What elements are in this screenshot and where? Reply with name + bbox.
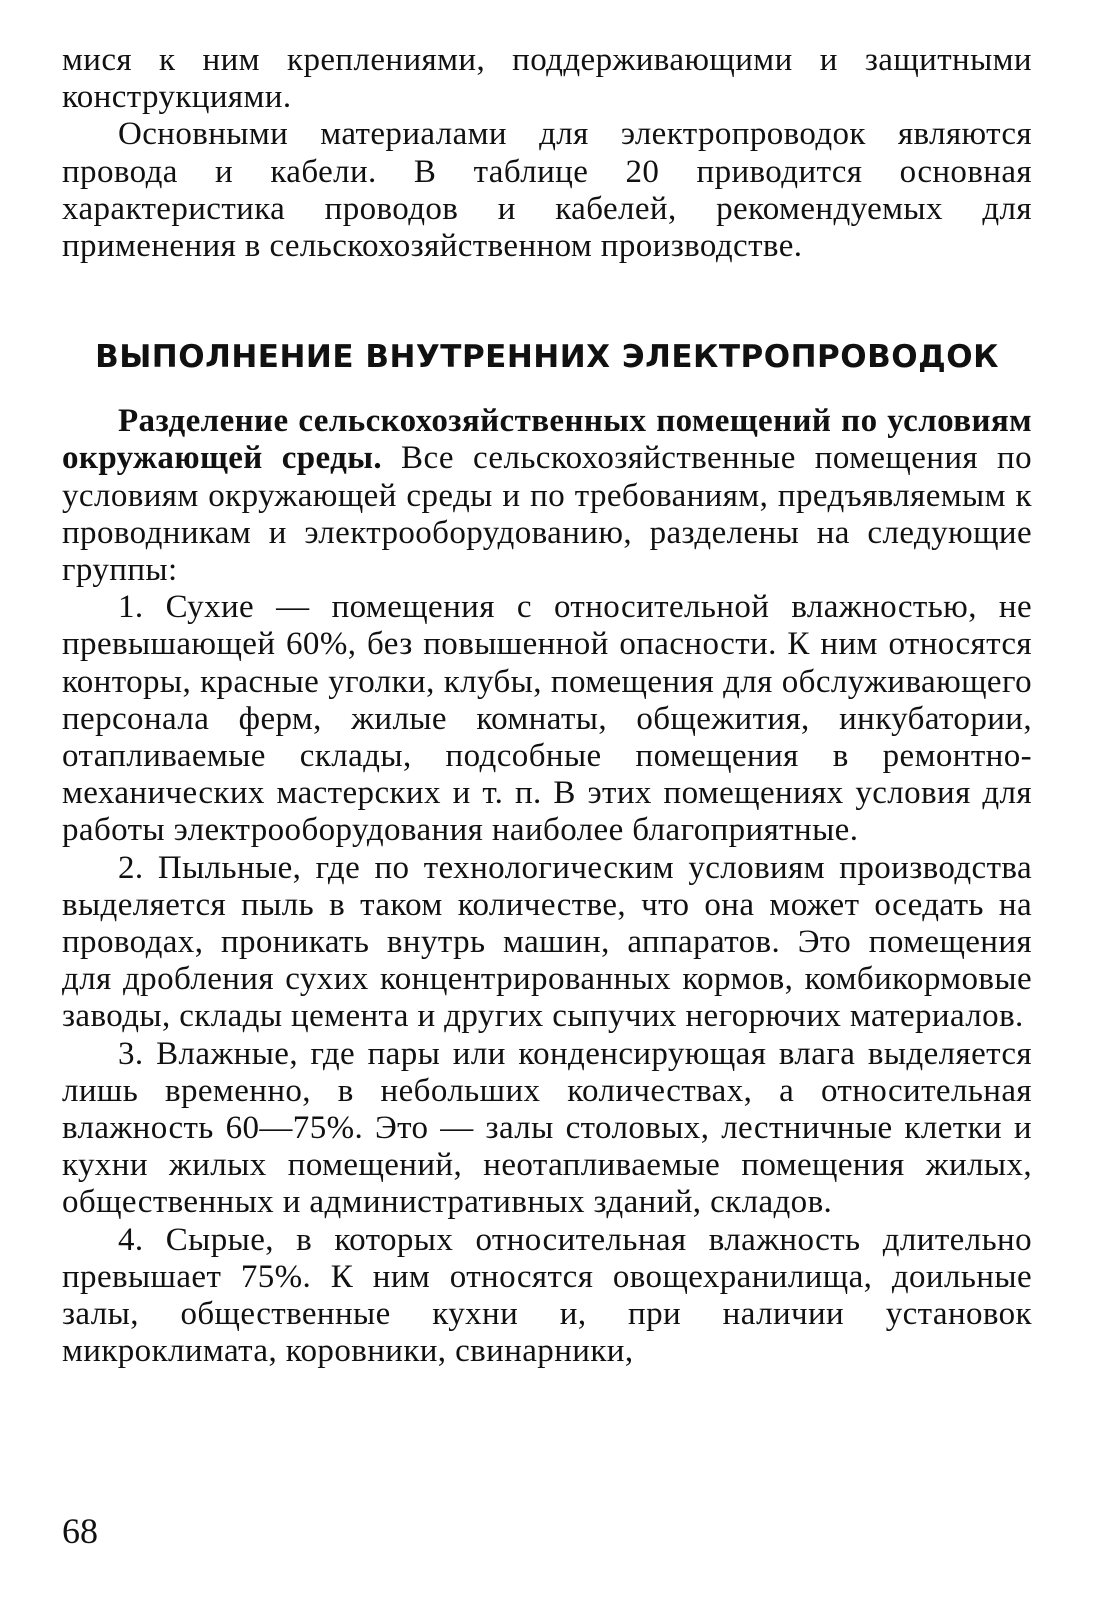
section-heading: ВЫПОЛНЕНИЕ ВНУТРЕННИХ ЭЛЕКТРОПРОВОДОК [95, 339, 999, 376]
paragraph-classification [62, 403, 1032, 589]
subsection-text: Все сельскохозяйственные помещения по условиям окружающей среды и по требованиям, предъявляемым к проводникам и электрооборудованию, разделены на следующие группы: [62, 440, 1032, 589]
paragraph-materials: Основными материалами для электропроводок являются провода и кабели. В таблице 20 приводится основная характеристика проводов и кабелей, рекомендуемых для применения в сельскохозяйственном производстве. [62, 116, 1032, 265]
list-item-dusty: 2. Пыльные, где по технологическим условиям производства выделяется пыль в таком количестве, что она может оседать на проводах, проникать внутрь машин, аппаратов. Это помещения для дробления сухих концентрированных кормов, комбикормовые заводы, склады цемента и других сыпучих негорючих материалов. [62, 849, 1032, 1035]
page-body [62, 42, 1032, 1371]
list-item-dry: 1. Сухие — помещения с относительной влажностью, не превышающей 60%, без повышенной опасности. К ним относятся конторы, красные уголки, клубы, помещения для обслуживающего персонала ферм, жилые комнаты, общежития, инкубатории, отапливаемые склады, подсобные помещения в ремонтно-механических мастерских и т. п. В этих помещениях условия для работы электрооборудования наиболее благоприятные. [62, 589, 1032, 849]
list-item-damp: 4. Сырые, в которых относительная влажность длительно превышает 75%. К ним относятся овощехранилища, доильные залы, общественные кухни и, при наличии установок микроклимата, коровники, свинарники, [62, 1221, 1032, 1370]
page-number: 68 [62, 1511, 98, 1551]
subsection-lead: Разделение сельскохозяйственных помещений по условиям окружающей среды. [62, 403, 1032, 477]
list-item-humid: 3. Влажные, где пары или конденсирующая влага выделяется лишь временно, в небольших количествах, а относительная влажность 60—75%. Это — залы столовых, лестничные клетки и кухни жилых помещений, неотапливаемые помещения жилых, общественных и административных зданий, складов. [62, 1035, 1032, 1221]
paragraph-continuation: мися к ним креплениями, поддерживающими и защитными конструкциями. [62, 42, 1032, 116]
